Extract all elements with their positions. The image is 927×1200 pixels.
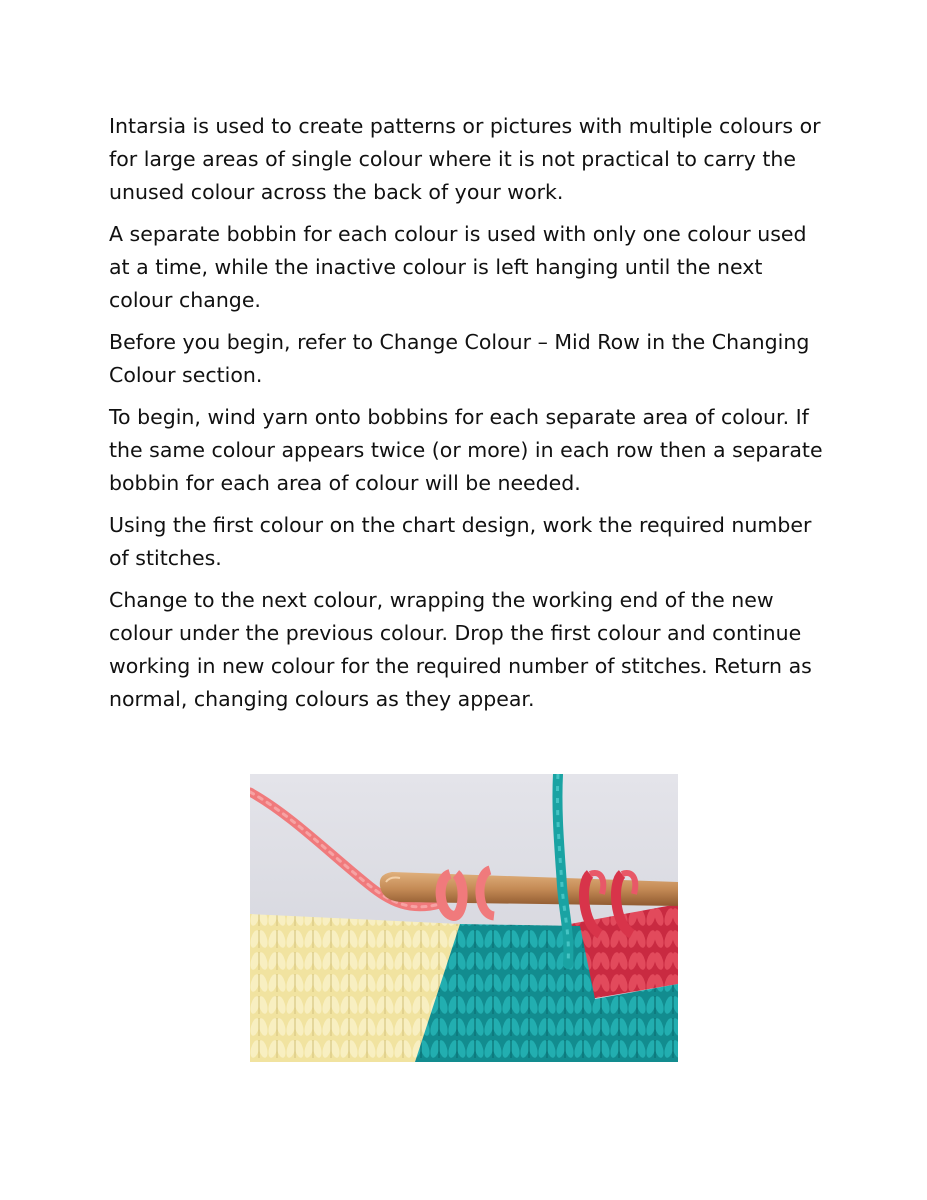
- paragraph-change-colour: Change to the next colour, wrapping the working end of the new colour under the previous colour. Drop the first colour and continue working in new colour for the required number of stitches. Return as normal, changing colours as they appear.: [109, 588, 812, 711]
- paragraph-first-colour: Using the first colour on the chart design, work the required number of stitches.: [109, 513, 812, 570]
- intarsia-crochet-photo: [250, 774, 678, 1062]
- paragraph-intro: Intarsia is used to create patterns or pictures with multiple colours or for large areas of single colour where it is not practical to carry the unused colour across the back of your work.: [109, 114, 821, 204]
- paragraph-bobbin: A separate bobbin for each colour is used with only one colour used at a time, while the inactive colour is left hanging until the next colour change.: [109, 222, 807, 312]
- paragraph-wind-yarn: To begin, wind yarn onto bobbins for each separate area of colour. If the same colour appears twice (or more) in each row then a separate bobbin for each area of colour will be needed.: [109, 405, 823, 495]
- body-text: [109, 110, 829, 725]
- paragraph-before-begin: Before you begin, refer to Change Colour – Mid Row in the Changing Colour section.: [109, 330, 810, 387]
